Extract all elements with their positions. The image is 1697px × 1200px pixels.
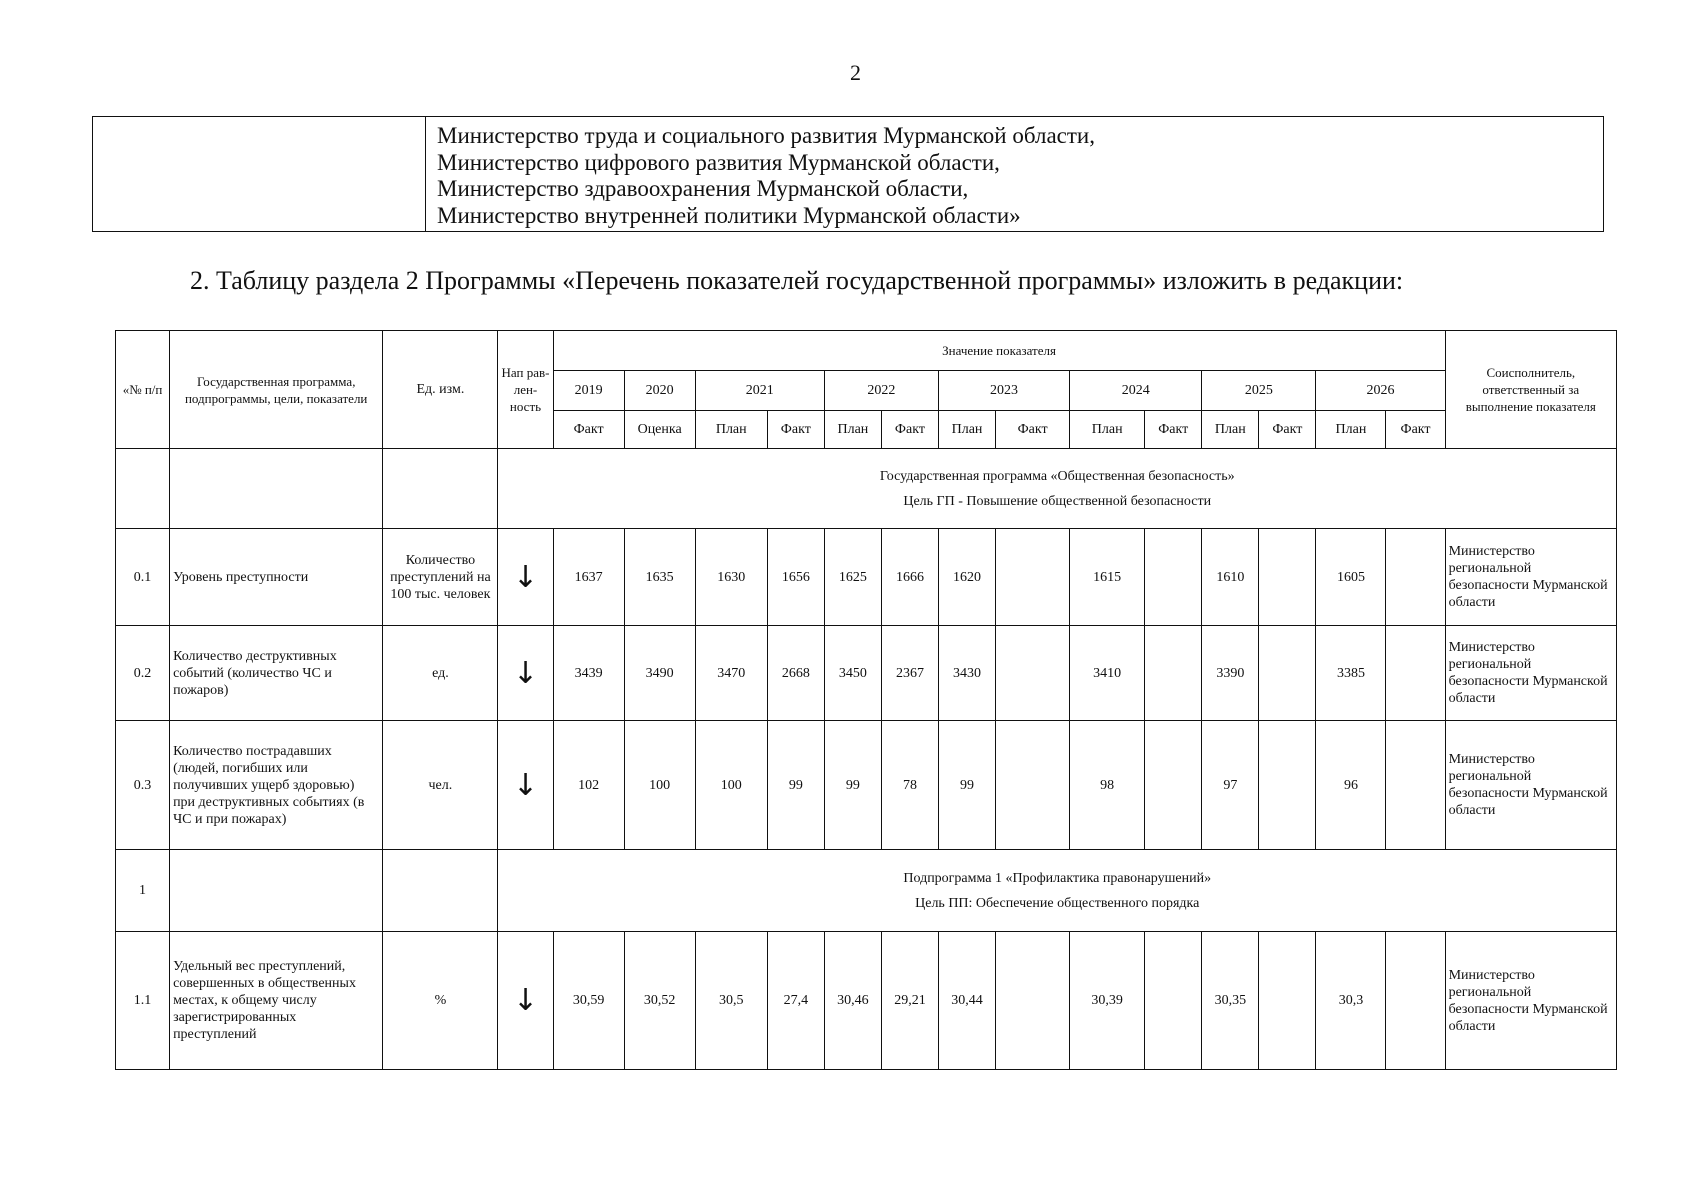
indicator-row: [116, 721, 1617, 850]
value-cell: [1386, 529, 1445, 626]
year-cell: 2024: [1070, 371, 1202, 411]
value-cell: 99: [824, 721, 881, 850]
value-cell: [1386, 721, 1445, 850]
year-cell: 2019: [553, 371, 624, 411]
subhead-cell: Факт: [1259, 411, 1316, 449]
subhead-cell: План: [1202, 411, 1259, 449]
row-executor: Министерство региональной безопасности Мурманской области: [1445, 721, 1616, 850]
subhead-cell: План: [938, 411, 995, 449]
value-cell: 98: [1070, 721, 1145, 850]
value-cell: 27,4: [767, 932, 824, 1070]
row-executor: Министерство региональной безопасности Мурманской области: [1445, 529, 1616, 626]
value-cell: 1666: [881, 529, 938, 626]
header-num: «№ п/п: [116, 331, 170, 449]
value-cell: [1145, 932, 1202, 1070]
row-unit: Количество преступлений на 100 тыс. человек: [383, 529, 498, 626]
row-unit: чел.: [383, 721, 498, 850]
subprogram-section-text: [498, 850, 1617, 932]
value-cell: 30,3: [1316, 932, 1386, 1070]
indicator-row: [116, 529, 1617, 626]
gp-section-row: [116, 449, 1617, 529]
subprogram-section-row: [116, 850, 1617, 932]
empty-cell: [170, 850, 383, 932]
value-cell: 78: [881, 721, 938, 850]
value-cell: [1145, 721, 1202, 850]
executors-continuation-box: [92, 116, 1604, 232]
row-num: 1: [116, 850, 170, 932]
row-executor: Министерство региональной безопасности Мурманской области: [1445, 932, 1616, 1070]
row-name: Уровень преступности: [170, 529, 383, 626]
subhead-cell: Факт: [881, 411, 938, 449]
value-cell: 99: [767, 721, 824, 850]
value-cell: 99: [938, 721, 995, 850]
value-cell: 1615: [1070, 529, 1145, 626]
value-cell: 30,44: [938, 932, 995, 1070]
year-cell: 2025: [1202, 371, 1316, 411]
value-cell: 1630: [695, 529, 767, 626]
value-cell: 1635: [624, 529, 695, 626]
subhead-cell: Факт: [1386, 411, 1445, 449]
value-cell: [996, 721, 1070, 850]
indicator-row: [116, 932, 1617, 1070]
value-cell: 3450: [824, 626, 881, 721]
empty-cell: [383, 449, 498, 529]
year-cell: 2026: [1316, 371, 1445, 411]
subhead-cell: Факт: [1145, 411, 1202, 449]
value-cell: 30,52: [624, 932, 695, 1070]
value-cell: [1145, 626, 1202, 721]
year-cell: 2022: [824, 371, 938, 411]
value-cell: [1386, 626, 1445, 721]
header-program: Государственная программа, подпрограммы, цели, показатели: [170, 331, 383, 449]
executor-line: Министерство цифрового развития Мурманской области,: [437, 149, 1000, 175]
value-cell: 2367: [881, 626, 938, 721]
header-executor: Соисполнитель, ответственный за выполнение показателя: [1445, 331, 1616, 449]
value-cell: 1625: [824, 529, 881, 626]
subhead-cell: План: [824, 411, 881, 449]
value-cell: 30,5: [695, 932, 767, 1070]
value-cell: 97: [1202, 721, 1259, 850]
subhead-cell: План: [1316, 411, 1386, 449]
value-cell: [1259, 529, 1316, 626]
value-cell: [996, 626, 1070, 721]
row-unit: %: [383, 932, 498, 1070]
value-cell: 3410: [1070, 626, 1145, 721]
indicator-row: [116, 626, 1617, 721]
row-num: 0.1: [116, 529, 170, 626]
indicators-table: [115, 330, 1617, 1070]
subprogram-title: Подпрограмма 1 «Профилактика правонарушений»: [903, 870, 1212, 886]
value-cell: 30,35: [1202, 932, 1259, 1070]
executor-line: Министерство здравоохранения Мурманской области,: [437, 176, 969, 201]
executors-lines: [437, 123, 1095, 229]
row-num: 0.3: [116, 721, 170, 850]
executor-line: Министерство внутренней политики Мурманской области»: [437, 202, 1021, 228]
row-name: Удельный вес преступлений, совершенных в общественных местах, к общему числу зарегистрированных преступлений: [170, 932, 383, 1070]
header-unit: Ед. изм.: [383, 331, 498, 449]
value-cell: 1637: [553, 529, 624, 626]
value-cell: [1386, 932, 1445, 1070]
row-name: Количество пострадавших (людей, погибших или получивших ущерб здоровью) при деструктивных событиях (в ЧС и при пожарах): [170, 721, 383, 850]
value-cell: [996, 529, 1070, 626]
value-cell: [1259, 721, 1316, 850]
value-cell: 100: [695, 721, 767, 850]
empty-cell: [170, 449, 383, 529]
subhead-cell: Факт: [996, 411, 1070, 449]
row-executor: Министерство региональной безопасности Мурманской области: [1445, 626, 1616, 721]
gp-title: Государственная программа «Общественная безопасность»: [879, 468, 1235, 484]
value-cell: 102: [553, 721, 624, 850]
value-cell: 3430: [938, 626, 995, 721]
header-direction: Нап рав- лен- ность: [498, 331, 553, 449]
year-cell: 2020: [624, 371, 695, 411]
page-number: 2: [850, 60, 861, 85]
box-divider: [425, 117, 426, 231]
value-cell: 100: [624, 721, 695, 850]
year-cell: 2021: [695, 371, 824, 411]
value-cell: 3490: [624, 626, 695, 721]
value-cell: 1605: [1316, 529, 1386, 626]
header-row-1: [116, 331, 1617, 371]
subhead-cell: Факт: [767, 411, 824, 449]
value-cell: 30,59: [553, 932, 624, 1070]
empty-cell: [383, 850, 498, 932]
header-values-title: Значение показателя: [553, 331, 1445, 371]
gp-goal: Цель ГП - Повышение общественной безопасности: [903, 493, 1212, 509]
value-cell: 3439: [553, 626, 624, 721]
year-cell: 2023: [938, 371, 1069, 411]
value-cell: [1145, 529, 1202, 626]
value-cell: 30,46: [824, 932, 881, 1070]
down-arrow-icon: ↓: [498, 529, 553, 626]
value-cell: 2668: [767, 626, 824, 721]
subprogram-goal: Цель ПП: Обеспечение общественного порядка: [915, 895, 1200, 911]
row-num: 1.1: [116, 932, 170, 1070]
value-cell: 1656: [767, 529, 824, 626]
value-cell: 1610: [1202, 529, 1259, 626]
value-cell: [1259, 626, 1316, 721]
value-cell: [1259, 932, 1316, 1070]
section-heading: 2. Таблицу раздела 2 Программы «Перечень показателей государственной программы» изложить в редакции:: [190, 266, 1404, 295]
value-cell: 29,21: [881, 932, 938, 1070]
value-cell: 3470: [695, 626, 767, 721]
down-arrow-icon: ↓: [498, 626, 553, 721]
executor-line: Министерство труда и социального развития Мурманской области,: [437, 123, 1095, 148]
value-cell: 30,39: [1070, 932, 1145, 1070]
down-arrow-icon: ↓: [498, 932, 553, 1070]
value-cell: 1620: [938, 529, 995, 626]
row-unit: ед.: [383, 626, 498, 721]
value-cell: 3385: [1316, 626, 1386, 721]
value-cell: 96: [1316, 721, 1386, 850]
value-cell: 3390: [1202, 626, 1259, 721]
subhead-cell: Оценка: [624, 411, 695, 449]
down-arrow-icon: ↓: [498, 721, 553, 850]
empty-cell: [116, 449, 170, 529]
row-name: Количество деструктивных событий (количество ЧС и пожаров): [170, 626, 383, 721]
gp-section-text: [498, 449, 1617, 529]
subhead-cell: Факт: [553, 411, 624, 449]
subhead-cell: План: [1070, 411, 1145, 449]
subhead-cell: План: [695, 411, 767, 449]
row-num: 0.2: [116, 626, 170, 721]
value-cell: [996, 932, 1070, 1070]
